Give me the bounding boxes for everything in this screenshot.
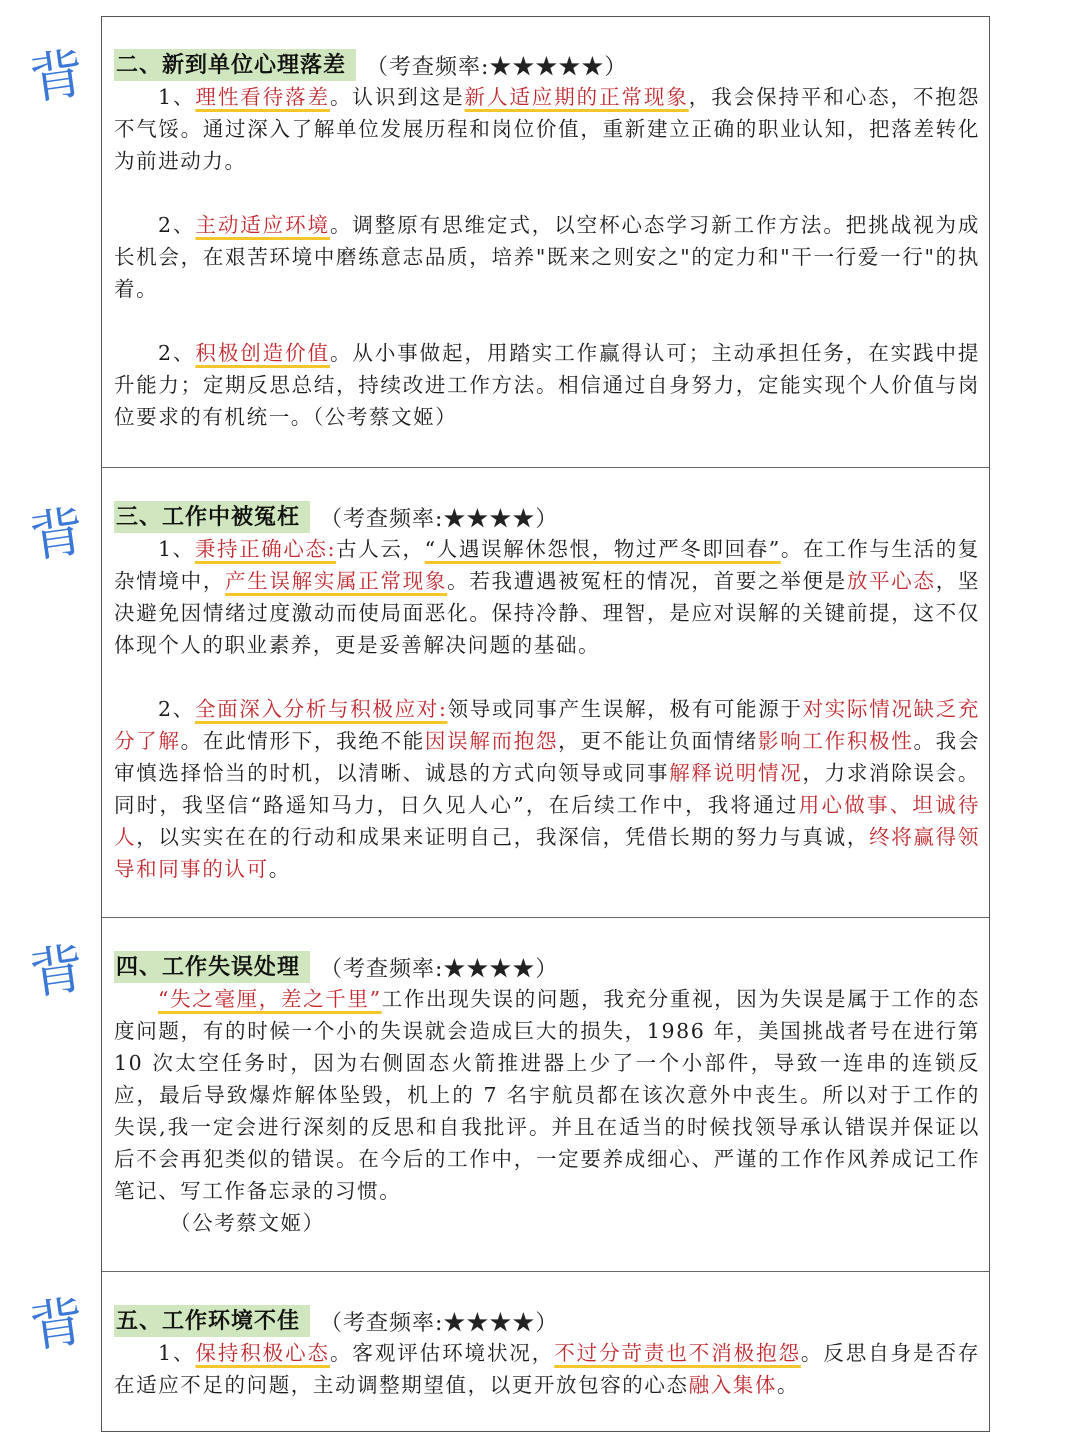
handwritten-note: 背 xyxy=(25,936,89,1007)
paragraph: 1、保持积极心态。客观评估环境状况，不过分苛责也不消极抱怨。反思自身是否存在适应不足的问题，主动调整期望值，以更开放包容的心态融入集体。 xyxy=(114,1341,981,1397)
section-5 xyxy=(114,1305,980,1401)
paragraph: “失之毫厘，差之千里”工作出现失误的问题，我充分重视，因为失误是属于工作的态度问题，有的时候一个小的失误就会造成巨大的损失，1986 年，美国挑战者号在进行第 10 次太空任务时，因为右侧固态火箭推进器上少了一个小部件，导致一连串的连锁反应，最后导致爆炸解体坠毁，机上的 7 名宇航员都在该次意外中丧生。所以对于工作的失误,我一定会进行深刻的反思和自我批评。并且在适当的时候找领导承认错误并保证以后不会再犯类似的错误。在今后的工作中，一定要养成细心、严谨的工作作风养成记工作笔记、写工作备忘录的习惯。 xyxy=(114,987,981,1203)
key-point: 不过分苛责也不消极抱怨 xyxy=(554,1341,801,1365)
key-point: 终将赢得领导和同事的认可 xyxy=(114,825,980,881)
section-2 xyxy=(114,49,980,433)
frequency-rating: （考查频率:★★★★） xyxy=(320,1310,559,1336)
key-point: 放平心态 xyxy=(846,569,936,593)
section-header xyxy=(114,49,980,81)
key-point: 新人适应期的正常现象 xyxy=(464,85,689,109)
key-point: 解释说明情况 xyxy=(669,761,803,785)
handwritten-note: 背 xyxy=(25,1289,89,1360)
key-point: 对实际情况缺乏充分了解 xyxy=(114,697,980,753)
key-point: 积极创造价值 xyxy=(195,341,330,365)
key-point: 融入集体 xyxy=(688,1373,778,1397)
key-point: 保持积极心态 xyxy=(195,1341,330,1365)
key-point: “人遇误解休怨恨，物过严冬即回春” xyxy=(424,537,781,561)
section-header xyxy=(114,1305,980,1337)
section-title: 二、新到单位心理落差 xyxy=(114,49,356,81)
signature: （公考蔡文姬） xyxy=(170,1211,325,1235)
handwritten-note: 背 xyxy=(25,41,89,112)
key-point: 主动适应环境 xyxy=(195,213,330,237)
paragraph: 2、全面深入分析与积极应对:领导或同事产生误解，极有可能源于对实际情况缺乏充分了解。在此情形下，我绝不能因误解而抱怨，更不能让负面情绪影响工作积极性。我会审慎选择恰当的时机，以清晰、诚恳的方式向领导或同事解释说明情况，力求消除误会。同时，我坚信“路遥知马力，日久见人心”，在后续工作中，我将通过用心做事、坦诚待人，以实实在在的行动和成果来证明自己，我深信，凭借长期的努力与真诚，终将赢得领导和同事的认可。 xyxy=(114,697,980,881)
section-divider xyxy=(102,1271,989,1272)
section-title: 三、工作中被冤枉 xyxy=(114,501,310,533)
section-4 xyxy=(114,951,980,1239)
key-point: 影响工作积极性 xyxy=(758,729,914,753)
paragraph: 2、积极创造价值。从小事做起，用踏实工作赢得认可；主动承担任务，在实践中提升能力；定期反思总结，持续改进工作方法。相信通过自身努力，定能实现个人价值与岗位要求的有机统一。（公考蔡文姬） xyxy=(114,341,980,429)
key-point: 用心做事、坦诚待人 xyxy=(114,793,980,849)
frequency-rating: （考查频率:★★★★★） xyxy=(366,54,628,80)
section-divider xyxy=(102,917,989,918)
paragraph: 1、秉持正确心态:古人云，“人遇误解休怨恨，物过严冬即回春”。在工作与生活的复杂情境中，产生误解实属正常现象。若我遭遇被冤枉的情况，首要之举便是放平心态，坚决避免因情绪过度激动而使局面恶化。保持冷静、理智，是应对误解的关键前提，这不仅体现个人的职业素养，更是妥善解决问题的基础。 xyxy=(114,537,981,657)
key-point: “失之毫厘，差之千里” xyxy=(158,987,382,1011)
section-title: 四、工作失误处理 xyxy=(114,951,310,983)
key-point: 因误解而抱怨 xyxy=(424,729,559,753)
key-point: 秉持正确心态: xyxy=(194,537,337,561)
section-header xyxy=(114,951,980,983)
key-point: 全面深入分析与积极应对: xyxy=(194,697,448,721)
paragraph: 1、理性看待落差。认识到这是新人适应期的正常现象，我会保持平和心态，不抱怨不气馁。通过深入了解单位发展历程和岗位价值，重新建立正确的职业认知，把落差转化为前进动力。 xyxy=(114,85,981,173)
section-divider xyxy=(102,467,989,468)
frequency-rating: （考查频率:★★★★） xyxy=(320,956,559,982)
paragraph: 2、主动适应环境。调整原有思维定式，以空杯心态学习新工作方法。把挑战视为成长机会，在艰苦环境中磨练意志品质，培养"既来之则安之"的定力和"干一行爱一行"的执着。 xyxy=(114,213,980,301)
section-header xyxy=(114,501,980,533)
handwritten-note: 背 xyxy=(25,499,89,570)
key-point: 理性看待落差 xyxy=(195,85,330,109)
frequency-rating: （考查频率:★★★★） xyxy=(320,506,559,532)
key-point: 产生误解实属正常现象 xyxy=(225,569,448,593)
document-frame xyxy=(101,16,990,1432)
section-title: 五、工作环境不佳 xyxy=(114,1305,310,1337)
section-3 xyxy=(114,501,980,885)
